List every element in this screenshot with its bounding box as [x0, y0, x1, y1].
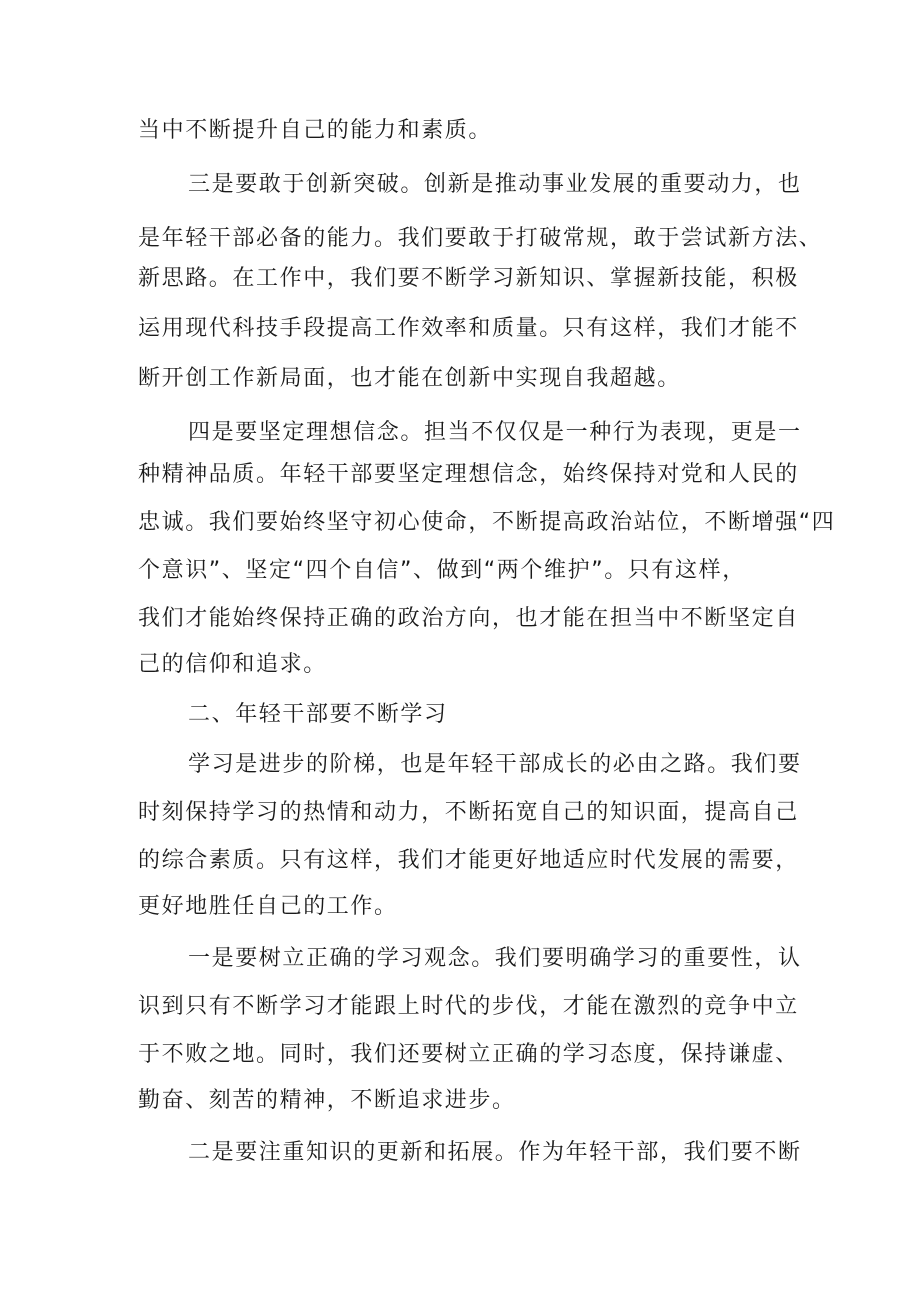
paragraph-start-line: 一是要树立正确的学习观念。我们要明确学习的重要性，认 [188, 946, 802, 971]
text-line: 更好地胜任自己的工作。 [138, 894, 398, 919]
section-heading: 二、年轻干部要不断学习 [188, 702, 448, 727]
paragraph-start-line: 二是要注重知识的更新和拓展。作为年轻干部，我们要不断 [188, 1140, 802, 1165]
text-line: 我们才能始终保持正确的政治方向，也才能在担当中不断坚定自 [138, 606, 799, 631]
text-line: 新思路。在工作中，我们要不断学习新知识、掌握新技能，积极 [138, 266, 799, 291]
text-line: 种精神品质。年轻干部要坚定理想信念，始终保持对党和人民的 [138, 462, 799, 487]
paragraph-start-line: 四是要坚定理想信念。担当不仅仅是一种行为表现，更是一 [188, 420, 802, 445]
text-line: 于不败之地。同时，我们还要树立正确的学习态度，保持谦虚、 [138, 1042, 799, 1067]
text-line: 运用现代科技手段提高工作效率和质量。只有这样，我们才能不 [138, 316, 799, 341]
text-line: 时刻保持学习的热情和动力，不断拓宽自己的知识面，提高自己 [138, 800, 799, 825]
paragraph-start-line: 三是要敢于创新突破。创新是推动事业发展的重要动力，也 [188, 172, 802, 197]
text-line: 忠诚。我们要始终坚守初心使命，不断提高政治站位，不断增强“四 [138, 510, 836, 535]
text-line: 的综合素质。只有这样，我们才能更好地适应时代发展的需要， [138, 848, 799, 873]
text-line: 当中不断提升自己的能力和素质。 [138, 118, 493, 143]
text-line: 勤奋、刻苦的精神，不断追求进步。 [138, 1088, 516, 1113]
text-line: 是年轻干部必备的能力。我们要敢于打破常规，敢于尝试新方法、 [138, 226, 823, 251]
text-line: 个意识”、坚定“四个自信”、做到“两个维护”。只有这样， [138, 558, 746, 583]
text-line: 断开创工作新局面，也才能在创新中实现自我超越。 [138, 366, 681, 391]
text-line: 识到只有不断学习才能跟上时代的步伐，才能在激烈的竞争中立 [138, 994, 799, 1019]
paragraph-start-line: 学习是进步的阶梯，也是年轻干部成长的必由之路。我们要 [188, 752, 802, 777]
text-line: 己的信仰和追求。 [138, 652, 327, 677]
